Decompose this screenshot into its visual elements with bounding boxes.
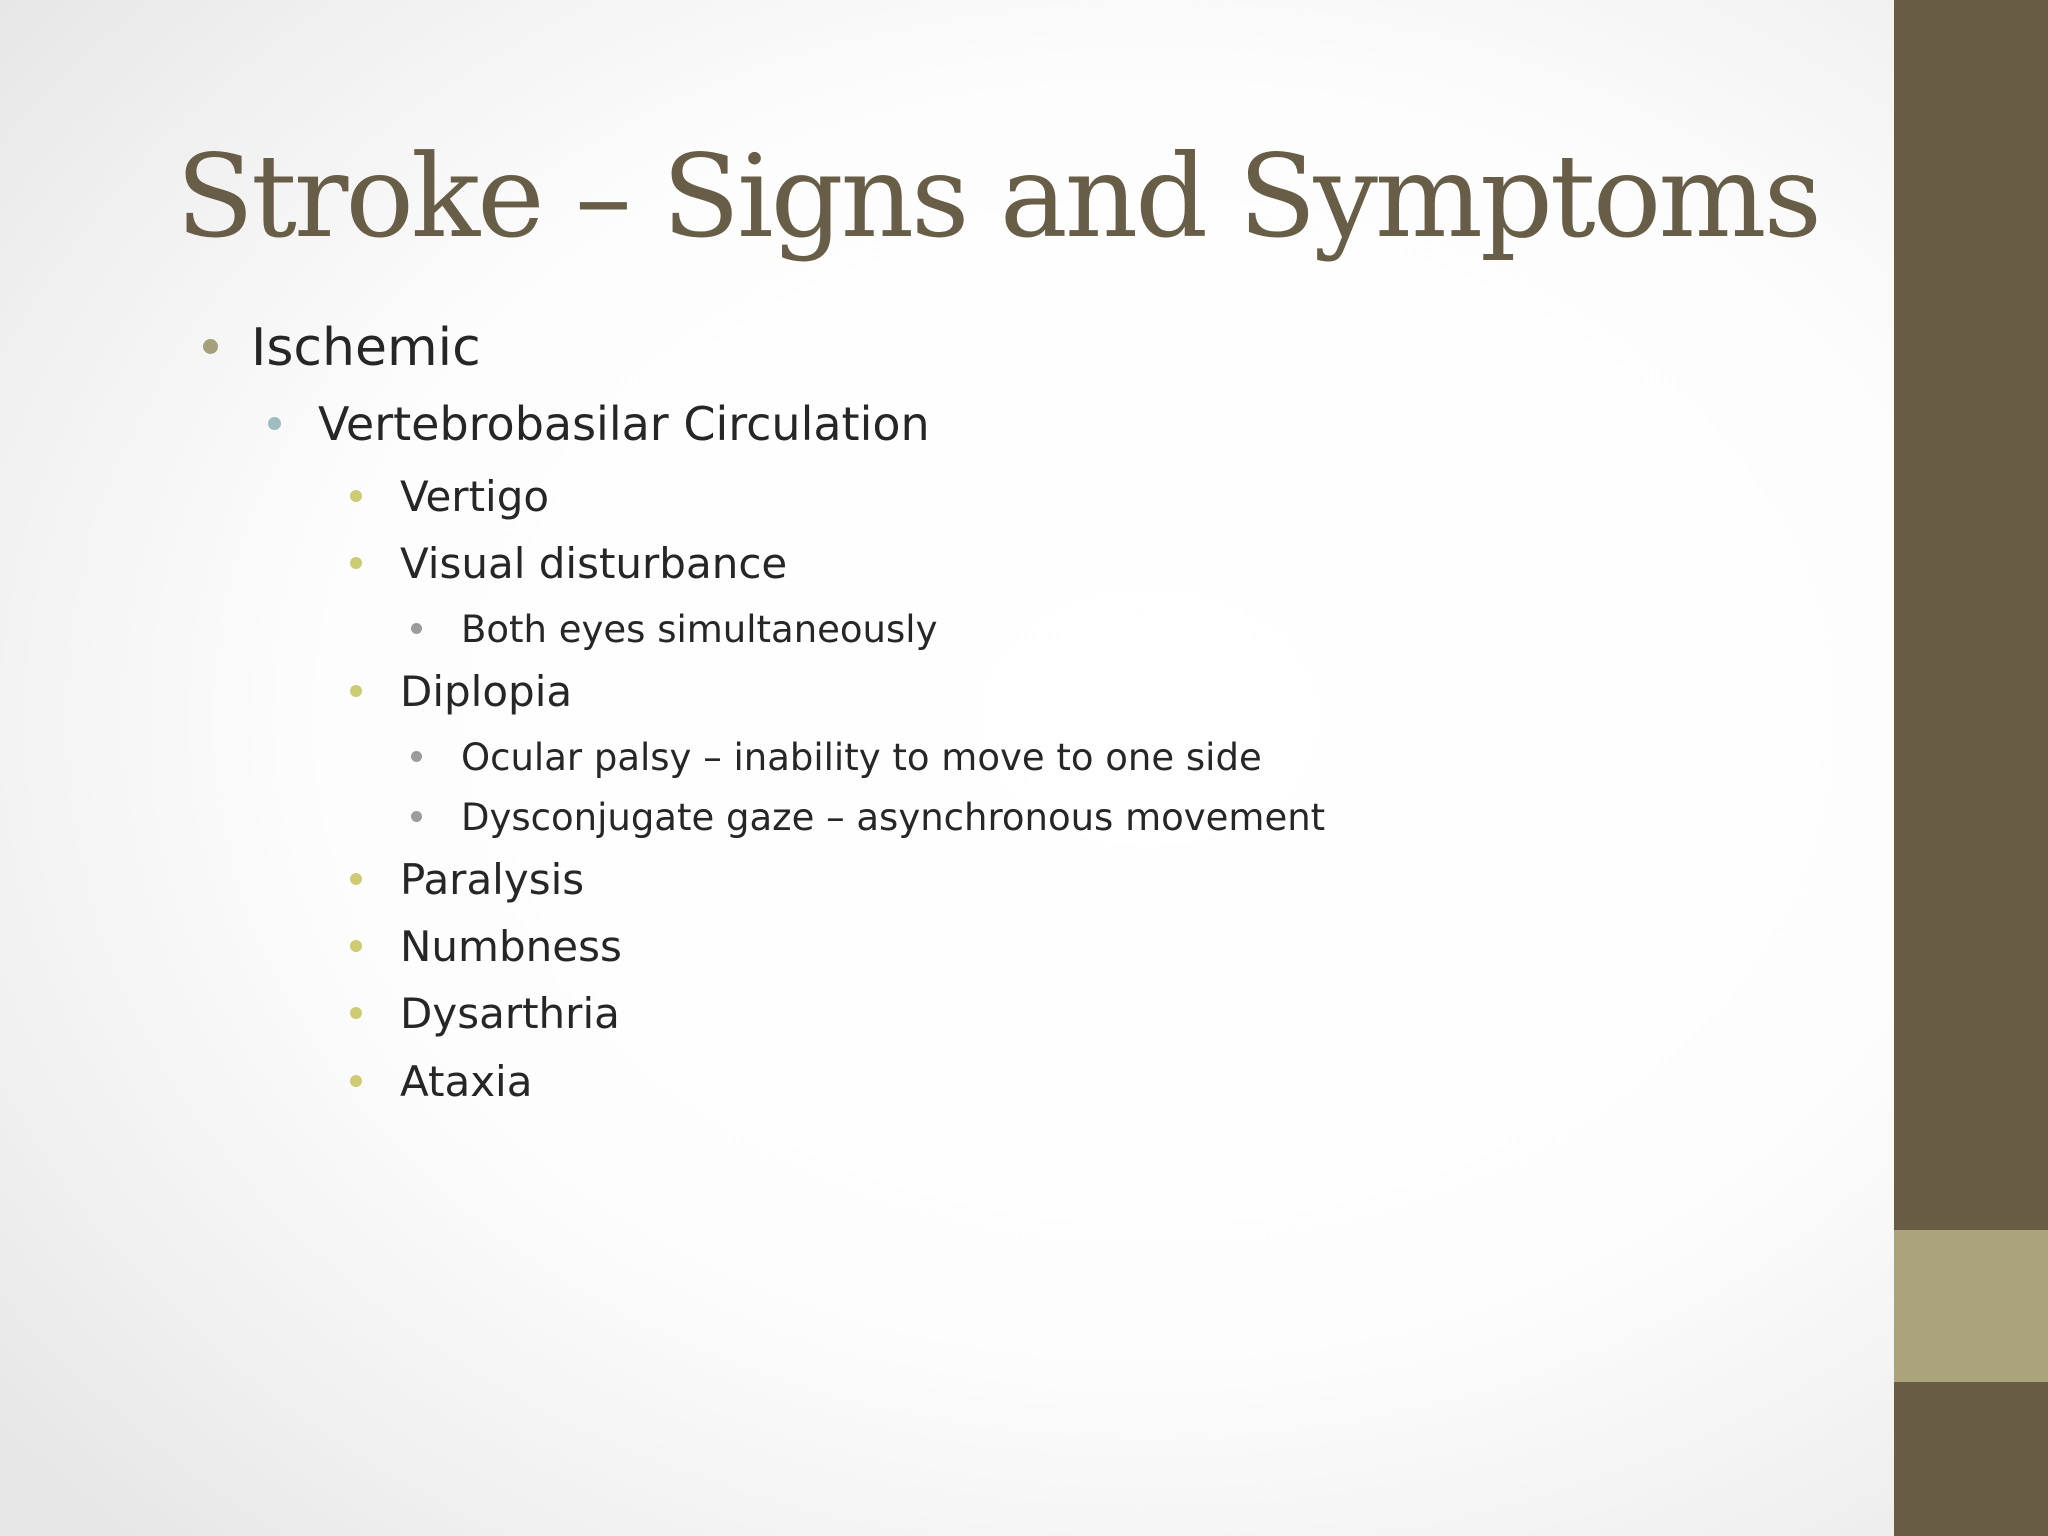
bullet-text: Dysarthria xyxy=(400,989,620,1038)
bullet-item xyxy=(400,472,550,521)
sidebar-accent-block xyxy=(1894,1230,2048,1382)
bullet-item xyxy=(400,1057,533,1106)
bullet-text: Paralysis xyxy=(400,855,585,904)
bullet-text: Visual disturbance xyxy=(400,539,788,588)
bullet-text: Dysconjugate gaze – asynchronous movement xyxy=(461,796,1326,839)
bullet-dot-icon xyxy=(268,417,281,430)
bullet-text: Numbness xyxy=(400,922,622,971)
bullet-item xyxy=(318,397,930,451)
bullet-dot-icon xyxy=(350,1007,362,1019)
bullet-item xyxy=(461,796,1326,839)
bullet-text: Diplopia xyxy=(400,667,573,716)
bullet-item xyxy=(251,318,481,378)
bullet-dot-icon xyxy=(350,940,362,952)
bullet-text: Vertigo xyxy=(400,472,550,521)
bullet-item xyxy=(400,989,620,1038)
bullet-dot-icon xyxy=(350,1075,362,1087)
bullet-text: Vertebrobasilar Circulation xyxy=(318,397,930,451)
bullet-dot-icon xyxy=(350,490,362,502)
bullet-item xyxy=(461,608,938,651)
bullet-item xyxy=(400,667,573,716)
bullet-text: Ocular palsy – inability to move to one side xyxy=(461,736,1262,779)
slide-title: Stroke – Signs and Symptoms xyxy=(176,130,1819,263)
bullet-item xyxy=(400,855,585,904)
bullet-dot-icon xyxy=(350,873,362,885)
bullet-item xyxy=(461,736,1262,779)
bullet-text: Ataxia xyxy=(400,1057,533,1106)
bullet-dot-icon xyxy=(411,623,422,634)
bullet-dot-icon xyxy=(411,811,422,822)
bullet-item xyxy=(400,539,788,588)
bullet-dot-icon xyxy=(350,685,362,697)
bullet-item xyxy=(400,922,622,971)
bullet-dot-icon xyxy=(203,339,218,354)
bullet-text: Ischemic xyxy=(251,318,481,378)
bullet-dot-icon xyxy=(350,557,362,569)
bullet-text: Both eyes simultaneously xyxy=(461,608,938,651)
bullet-dot-icon xyxy=(411,751,422,762)
